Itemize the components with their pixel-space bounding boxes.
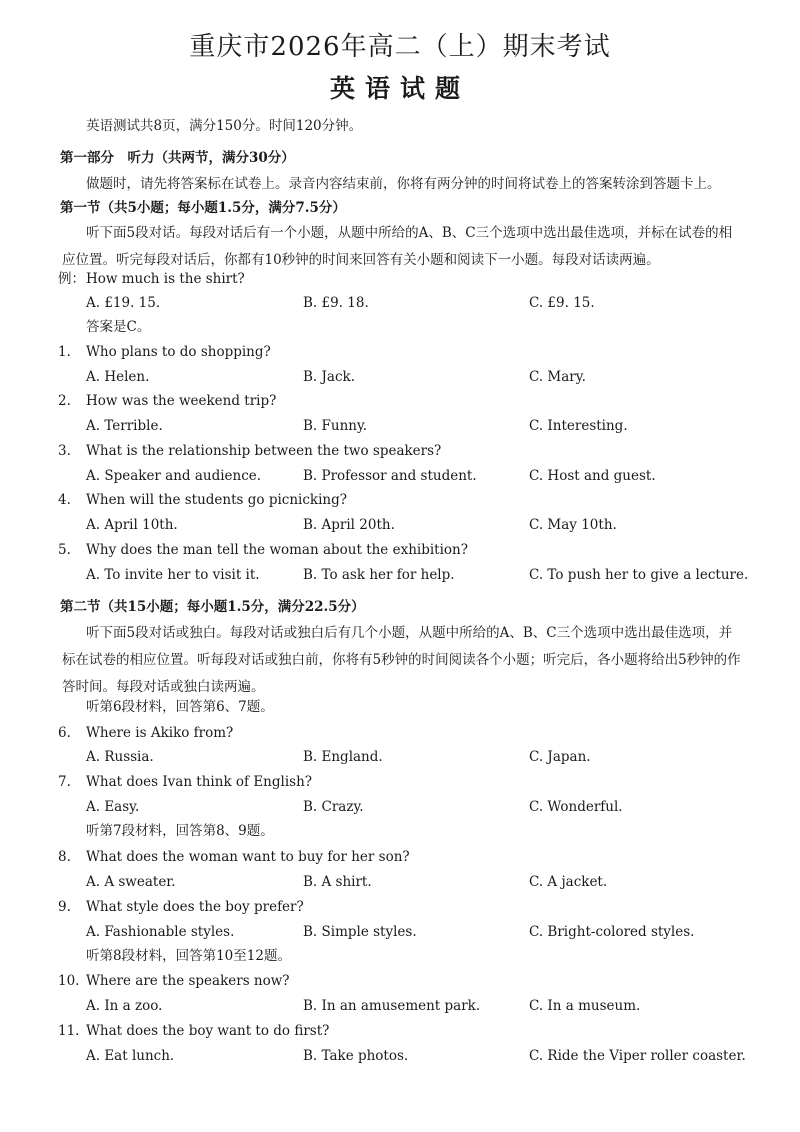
- option-a: A. April 10th.: [86, 517, 178, 533]
- exam-subtitle: 英语试题: [329, 74, 470, 103]
- question-number: 4.: [58, 492, 71, 508]
- question-text: What does the boy want to do first?: [86, 1023, 330, 1039]
- question-text: Where is Akiko from?: [86, 725, 234, 741]
- option-c: C. To push her to give a lecture.: [529, 567, 749, 583]
- question-number: 8.: [58, 849, 71, 865]
- section1-instruction: 听下面5段对话。每段对话后有一个小题，从题中所给的A、B、C三个选项中选出最佳选项，并标在试卷的相应位置。听完每段对话后，你都有10秒钟的时间来回答有关小题和阅读下一小题。每段对话读两遍。: [62, 225, 733, 268]
- example-option-b: B. £9. 18.: [303, 295, 369, 311]
- example-question: How much is the shirt?: [86, 271, 245, 287]
- option-b: B. Professor and student.: [303, 468, 477, 484]
- option-b: B. To ask her for help.: [303, 567, 455, 583]
- option-b: B. Funny.: [303, 418, 368, 434]
- option-b: B. Simple styles.: [303, 924, 417, 940]
- option-a: A. Easy.: [86, 799, 140, 815]
- question-text: How was the weekend trip?: [86, 393, 277, 409]
- section1-heading: 第一节（共5小题；每小题1.5分，满分7.5分）: [60, 200, 346, 216]
- example-label: 例：: [58, 271, 85, 287]
- option-a: A. Eat lunch.: [86, 1048, 175, 1064]
- option-b: B. England.: [303, 749, 383, 765]
- section2-heading: 第二节（共15小题；每小题1.5分，满分22.5分）: [60, 599, 365, 615]
- example-option-a: A. £19. 15.: [86, 295, 161, 311]
- question-number: 2.: [58, 393, 71, 409]
- option-b: B. Take photos.: [303, 1048, 409, 1064]
- option-b: B. Crazy.: [303, 799, 364, 815]
- option-c: C. Japan.: [529, 749, 591, 765]
- exam-intro: 英语测试共8页，满分150分。时间120分钟。: [86, 118, 363, 134]
- question-number: 10.: [58, 973, 80, 989]
- option-a: A. Russia.: [86, 749, 154, 765]
- question-text: What is the relationship between the two speakers?: [86, 443, 442, 459]
- option-c: C. Bright-colored styles.: [529, 924, 695, 940]
- option-c: C. Wonderful.: [529, 799, 623, 815]
- option-b: B. April 20th.: [303, 517, 395, 533]
- option-c: C. Host and guest.: [529, 468, 656, 484]
- example-option-c: C. £9. 15.: [529, 295, 595, 311]
- question-number: 9.: [58, 899, 71, 915]
- question-text: Why does the man tell the woman about the exhibition?: [86, 542, 468, 558]
- material-8-note: 听第8段材料，回答第10至12题。: [86, 948, 291, 964]
- option-a: A. Helen.: [86, 369, 150, 385]
- option-c: C. A jacket.: [529, 874, 608, 890]
- example-answer: 答案是C。: [86, 319, 151, 335]
- question-text: Where are the speakers now?: [86, 973, 290, 989]
- material-7-note: 听第7段材料，回答第8、9题。: [86, 823, 274, 839]
- option-c: C. In a museum.: [529, 998, 641, 1014]
- exam-title: 重庆市2026年高二（上）期末考试: [189, 32, 611, 62]
- question-number: 7.: [58, 774, 71, 790]
- question-number: 6.: [58, 725, 71, 741]
- option-a: A. Fashionable styles.: [86, 924, 235, 940]
- option-a: A. In a zoo.: [86, 998, 163, 1014]
- option-a: A. Speaker and audience.: [86, 468, 262, 484]
- option-a: A. Terrible.: [86, 418, 163, 434]
- option-c: C. Ride the Viper roller coaster.: [529, 1048, 746, 1064]
- question-text: What does the woman want to buy for her son?: [86, 849, 410, 865]
- option-b: B. In an amusement park.: [303, 998, 481, 1014]
- option-c: C. May 10th.: [529, 517, 617, 533]
- material-6-note: 听第6段材料，回答第6、7题。: [86, 699, 274, 715]
- question-number: 1.: [58, 344, 71, 360]
- question-text: When will the students go picnicking?: [86, 492, 347, 508]
- option-b: B. Jack.: [303, 369, 355, 385]
- option-b: B. A shirt.: [303, 874, 372, 890]
- part1-heading: 第一部分 听力（共两节，满分30分）: [60, 150, 295, 166]
- question-number: 3.: [58, 443, 71, 459]
- question-text: Who plans to do shopping?: [86, 344, 271, 360]
- option-c: C. Mary.: [529, 369, 586, 385]
- option-a: A. To invite her to visit it.: [86, 567, 260, 583]
- question-number: 5.: [58, 542, 71, 558]
- option-a: A. A sweater.: [86, 874, 176, 890]
- option-c: C. Interesting.: [529, 418, 628, 434]
- question-number: 11.: [58, 1023, 80, 1039]
- part1-instruction: 做题时，请先将答案标在试卷上。录音内容结束前，你将有两分钟的时间将试卷上的答案转涂到答题卡上。: [86, 176, 721, 192]
- question-text: What style does the boy prefer?: [86, 899, 304, 915]
- question-text: What does Ivan think of English?: [86, 774, 313, 790]
- section2-instruction: 听下面5段对话或独白。每段对话或独白后有几个小题，从题中所给的A、B、C三个选项中选出最佳选项，并标在试卷的相应位置。听每段对话或独白前，你将有5秒钟的时间阅读各个小题；听完后，各小题将给出5秒钟的作答时间。每段对话或独白读两遍。: [62, 625, 741, 695]
